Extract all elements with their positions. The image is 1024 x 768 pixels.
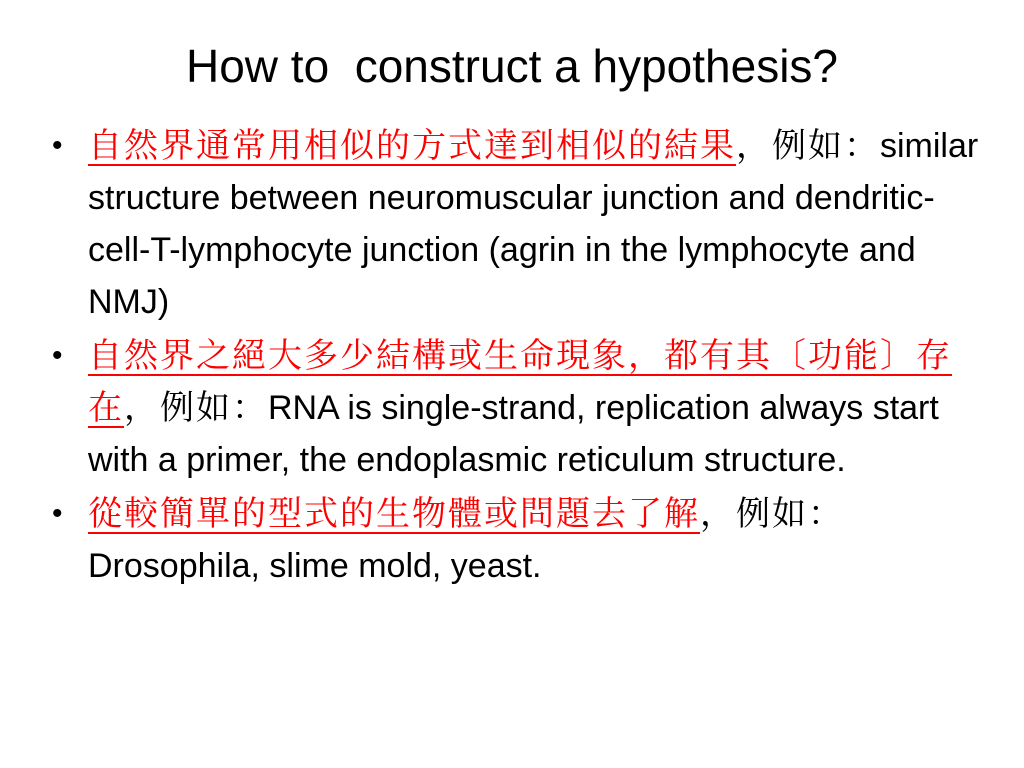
bullet-english-text: Drosophila, slime mold, yeast.	[88, 547, 542, 585]
bullet-item	[44, 488, 984, 592]
bullet-dot-icon: •	[52, 339, 63, 372]
bullet-emphasis-text: 從較簡單的型式的生物體或問題去了解	[88, 494, 700, 534]
bullet-dot-icon: •	[52, 497, 63, 530]
bullet-item	[44, 330, 984, 486]
bullet-zh-connector: ，例如：	[700, 494, 844, 534]
bullet-english-text: similar structure between neuromuscular junction and dendritic-cell-T-lymphocyte junction (agrin in the lymphocyte and NMJ)	[88, 127, 979, 321]
bullet-zh-connector: ，例如：	[124, 388, 268, 428]
bullet-dot-icon: •	[52, 129, 63, 162]
bullet-english-text: RNA is single-strand, replication always start with a primer, the endoplasmic reticulum structure.	[88, 389, 939, 479]
slide-title: How to construct a hypothesis?	[186, 40, 838, 92]
bullet-emphasis-text: 自然界之絕大多少結構或生命現象，都有其〔功能〕存在	[88, 336, 952, 428]
bullet-item	[44, 120, 984, 328]
bullet-zh-connector: ，例如：	[736, 126, 880, 166]
bullet-emphasis-text: 自然界通常用相似的方式達到相似的結果	[88, 126, 736, 166]
bullet-list	[44, 120, 984, 594]
